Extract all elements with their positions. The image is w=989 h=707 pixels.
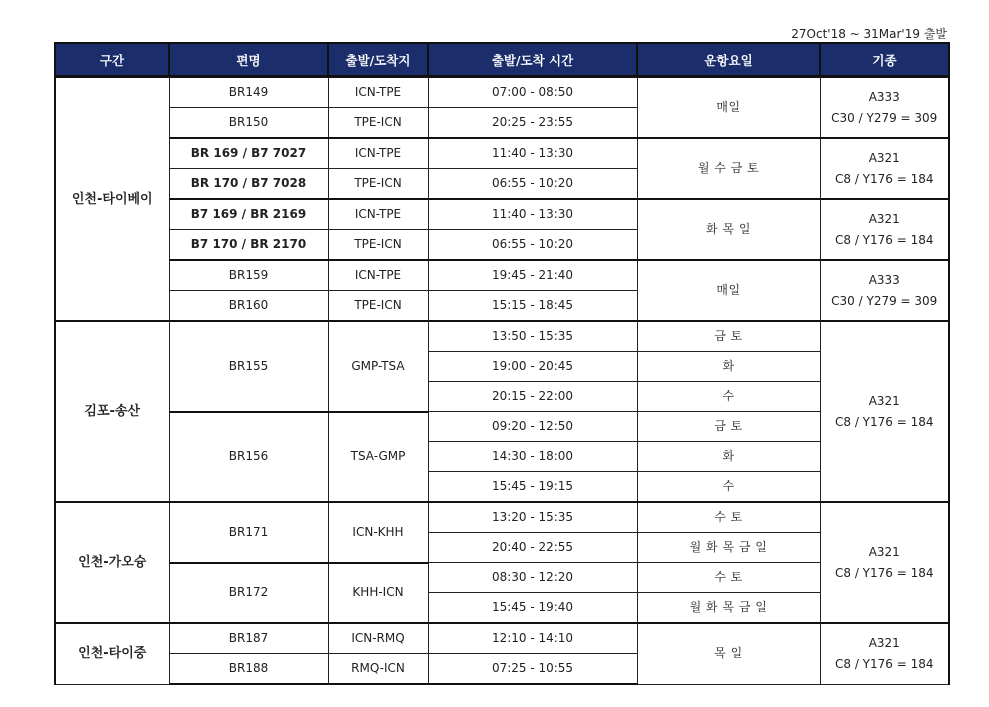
flight-time: 13:20 - 15:35 <box>428 502 637 533</box>
flight-schedule-table <box>54 42 950 685</box>
table-row <box>55 199 949 230</box>
flight-time: 15:45 - 19:40 <box>428 593 637 624</box>
flight-time: 11:40 - 13:30 <box>428 199 637 230</box>
flight-time: 12:10 - 14:10 <box>428 623 637 654</box>
flight-number: BR171 <box>169 502 328 563</box>
header-flight: 편명 <box>169 43 328 77</box>
operating-days: 화 <box>637 442 820 472</box>
flight-number: BR172 <box>169 563 328 624</box>
header-od: 출발/도착지 <box>328 43 428 77</box>
operating-days: 화 목 일 <box>637 199 820 260</box>
flight-number: BR160 <box>169 291 328 322</box>
origin-destination: ICN-RMQ <box>328 623 428 654</box>
aircraft-cell <box>820 199 949 260</box>
header-days: 운항요일 <box>637 43 820 77</box>
flight-time: 07:25 - 10:55 <box>428 654 637 685</box>
aircraft-seats: C8 / Y176 = 184 <box>834 232 934 247</box>
route-cell: 인천-타이중 <box>55 623 169 684</box>
aircraft-seats: C8 / Y176 = 184 <box>834 656 934 671</box>
operating-days: 월 화 목 금 일 <box>637 533 820 563</box>
table-row <box>55 321 949 352</box>
route-cell: 김포-송산 <box>55 321 169 502</box>
flight-number: BR 170 / B7 7028 <box>169 169 328 200</box>
flight-number: BR188 <box>169 654 328 685</box>
aircraft-cell <box>820 623 949 684</box>
flight-time: 06:55 - 10:20 <box>428 169 637 200</box>
flight-time: 19:00 - 20:45 <box>428 352 637 382</box>
aircraft-type: A321 <box>868 393 900 408</box>
table-row <box>55 77 949 108</box>
aircraft-seats: C8 / Y176 = 184 <box>834 414 934 429</box>
aircraft-seats: C8 / Y176 = 184 <box>834 171 934 186</box>
table-row <box>55 502 949 533</box>
aircraft-type: A321 <box>868 544 900 559</box>
flight-time: 14:30 - 18:00 <box>428 442 637 472</box>
operating-days: 금 토 <box>637 321 820 352</box>
aircraft-seats: C30 / Y279 = 309 <box>831 110 938 125</box>
flight-number: BR149 <box>169 77 328 108</box>
flight-time: 20:40 - 22:55 <box>428 533 637 563</box>
origin-destination: RMQ-ICN <box>328 654 428 685</box>
flight-time: 19:45 - 21:40 <box>428 260 637 291</box>
operating-days: 목 일 <box>637 623 820 684</box>
flight-number: BR159 <box>169 260 328 291</box>
flight-time: 07:00 - 08:50 <box>428 77 637 108</box>
flight-time: 13:50 - 15:35 <box>428 321 637 352</box>
aircraft-cell <box>820 321 949 502</box>
operating-days: 매일 <box>637 77 820 139</box>
aircraft-cell <box>820 138 949 199</box>
operating-days: 수 <box>637 472 820 503</box>
flight-time: 08:30 - 12:20 <box>428 563 637 593</box>
origin-destination: ICN-KHH <box>328 502 428 563</box>
operating-days: 수 <box>637 382 820 412</box>
table-row <box>55 138 949 169</box>
flight-time: 20:15 - 22:00 <box>428 382 637 412</box>
operating-days: 금 토 <box>637 412 820 442</box>
flight-time: 20:25 - 23:55 <box>428 108 637 139</box>
operating-days: 화 <box>637 352 820 382</box>
route-cell: 인천-가오슝 <box>55 502 169 623</box>
origin-destination: ICN-TPE <box>328 260 428 291</box>
origin-destination: TPE-ICN <box>328 108 428 139</box>
operating-days: 월 수 금 토 <box>637 138 820 199</box>
aircraft-type: A321 <box>868 211 900 226</box>
flight-number: BR150 <box>169 108 328 139</box>
flight-time: 06:55 - 10:20 <box>428 230 637 261</box>
aircraft-type: A333 <box>868 89 900 104</box>
table-row <box>55 412 949 442</box>
aircraft-cell <box>820 260 949 321</box>
flight-number: B7 170 / BR 2170 <box>169 230 328 261</box>
flight-time: 15:15 - 18:45 <box>428 291 637 322</box>
flight-number: B7 169 / BR 2169 <box>169 199 328 230</box>
table-row <box>55 260 949 291</box>
origin-destination: TPE-ICN <box>328 169 428 200</box>
origin-destination: ICN-TPE <box>328 199 428 230</box>
aircraft-type: A321 <box>868 150 900 165</box>
aircraft-cell <box>820 502 949 623</box>
flight-number: BR155 <box>169 321 328 412</box>
header-aircraft: 기종 <box>820 43 949 77</box>
aircraft-seats: C30 / Y279 = 309 <box>831 293 938 308</box>
origin-destination: TPE-ICN <box>328 230 428 261</box>
flight-number: BR 169 / B7 7027 <box>169 138 328 169</box>
flight-number: BR187 <box>169 623 328 654</box>
aircraft-type: A321 <box>868 635 900 650</box>
aircraft-cell <box>820 77 949 139</box>
operating-days: 월 화 목 금 일 <box>637 593 820 624</box>
operating-days: 수 토 <box>637 563 820 593</box>
period-text: 27Oct'18 ~ 31Mar'19 출발 <box>791 27 947 41</box>
aircraft-type: A333 <box>868 272 900 287</box>
table-row <box>55 623 949 654</box>
header-time: 출발/도착 시간 <box>428 43 637 77</box>
header-route: 구간 <box>55 43 169 77</box>
flight-number: BR156 <box>169 412 328 503</box>
header-row <box>55 43 949 77</box>
origin-destination: KHH-ICN <box>328 563 428 624</box>
operating-days: 수 토 <box>637 502 820 533</box>
origin-destination: TSA-GMP <box>328 412 428 503</box>
origin-destination: ICN-TPE <box>328 138 428 169</box>
origin-destination: ICN-TPE <box>328 77 428 108</box>
origin-destination: TPE-ICN <box>328 291 428 322</box>
flight-time: 15:45 - 19:15 <box>428 472 637 503</box>
flight-time: 11:40 - 13:30 <box>428 138 637 169</box>
operating-days: 매일 <box>637 260 820 321</box>
origin-destination: GMP-TSA <box>328 321 428 412</box>
aircraft-seats: C8 / Y176 = 184 <box>834 565 934 580</box>
table-row <box>55 563 949 593</box>
route-cell: 인천-타이베이 <box>55 77 169 322</box>
flight-time: 09:20 - 12:50 <box>428 412 637 442</box>
